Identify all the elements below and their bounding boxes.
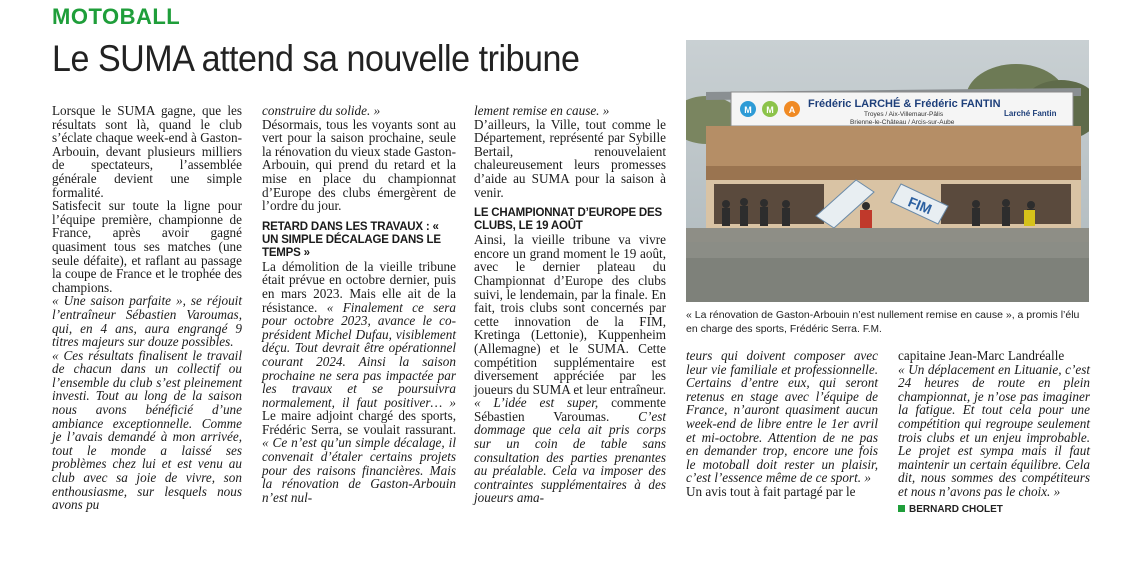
stadium-photo-illustration — [686, 40, 1089, 302]
quote-paragraph: « Ces résultats finalisent le travail de chacun dans un collectif ou l’ensemble du club s’est pleinement investi. Tout au long de la saison nous avons bénéficié d’une ambiance exceptionnelle. Comme je l’avais demandé à mon arrivée, tout le monde a laissé ses problèmes chez lui et est venu au club avec sa joie de vivre, son enthousiasme, sur lesquels nous avons pu — [52, 347, 242, 513]
article-column-4 — [686, 349, 878, 499]
photo-caption — [686, 308, 1089, 337]
banner-letter-a: A — [788, 105, 796, 115]
paragraph: Un avis tout à fait partagé par le — [686, 483, 856, 499]
banner-logo: Larché Fantin — [1004, 109, 1057, 118]
article-column-3 — [474, 104, 666, 505]
paragraph: Lorsque le SUMA gagne, que les résultats sont là, quand le club s’éclate chaque week-end à Gaston-Arbouin, devant plusieurs milliers de spectateurs, l’assemblée générale devient une simple formalité. — [52, 103, 242, 200]
article-column-2 — [262, 104, 456, 504]
banner-letter-m1: M — [744, 105, 752, 115]
banner-line-2: Troyes / Aix-Villemaur-Pâlis — [864, 111, 944, 118]
paragraph: Ainsi, la vieille tribune va vivre encore un grand moment le 19 août, avec le dernier plateau du Championnat d’Europe des clubs suivi, le lendemain, par la finale. En fait, trois clubs sont concernés par cette innovation de la FIM, Kretinga (Lettonie), Kuppenheim (Allemagne) et le SUMA. Cette compétition supplémentaire est diversement appréciée par les joueurs du SUMA et leur entraîneur. « L’idée est super, commente Sébastien Varoumas. C’est dommage que cela ait pris corps sur un coin de table sans consultation des parties prenantes au préalable. Cela va imposer des contraintes supplémentaires à des joueurs ama- — [474, 232, 666, 506]
article-headline: Le SUMA attend sa nouvelle tribune — [52, 38, 580, 79]
paragraph: « Une saison parfaite », se réjouit l’entraîneur Sébastien Varoumas, qui, en 4 ans, aura engrangé 9 titres majeurs sur douze possibles. — [52, 293, 242, 350]
paragraph: D’ailleurs, la Ville, tout comme le Département, représenté par Sybille Bertail, renouvelaient chaleureusement leurs promesses d’aide au SUMA pour la saison à venir. — [474, 116, 666, 200]
article-column-5 — [898, 349, 1090, 499]
subheading-works-delay: RETARD DANS LES TRAVAUX : « UN SIMPLE DÉCALAGE DANS LE TEMPS » — [262, 220, 441, 259]
paragraph: capitaine Jean-Marc Landréalle — [898, 348, 1065, 363]
stadium-photo — [686, 40, 1089, 302]
subheading-european-championship: LE CHAMPIONNAT D’EUROPE DES CLUBS, LE 19 AOÛT — [474, 207, 662, 233]
paragraph: La démolition de la vieille tribune était prévue en octobre dernier, puis en mars 2023. Mais elle ait de la résistance. « Finalement ce sera pour octobre 2023, avance le co-président Michel Dufau, visiblement déçu. Tout devrait être opérationnel courant 2024. Ainsi la saison prochaine ne sera pas impactée par les travaux et se poursuivra normalement, il faut positiver… » Le maire adjoint chargé des sports, Frédéric Serra, se voulait rassurant. « Ce n’est qu’un simple décalage, il convenait d’étaler certains projets pour des raisons financières. Mais la rénovation de Gaston-Arbouin n’est nul- — [262, 258, 456, 505]
paragraph: Désormais, tous les voyants sont au vert pour la saison prochaine, seule la rénovation du vieux stade Gaston-Arbouin, qui prend du retard et la mise en place du championnat d’Europe des clubs émergèrent de l’ordre du jour. — [262, 116, 456, 214]
author-signature — [898, 504, 1003, 515]
section-rubric: MOTOBALL — [52, 4, 181, 29]
caption-text: « La rénovation de Gaston-Arbouin n’est nullement remise en cause », a promis l’élu en charge des sports, Frédéric Serra. — [686, 309, 1080, 335]
article-column-1 — [52, 104, 242, 512]
fim-flag-text: FIM — [905, 193, 935, 218]
quote-continuation: teurs qui doivent composer avec leur vie familiale et professionnelle. Certains d’entre eux, qui seront retenus en stage avec l’équipe de France, n’auront quasiment aucun week-end de libre entre le 1er avril et mi-octobre. Attention de ne pas en demander trop, encore une fois le motoball doit rester un plaisir, c’est l’essence même de ce sport. » — [686, 348, 878, 486]
quote-continuation: construire du solide. » — [262, 103, 381, 118]
banner-title: Frédéric LARCHÉ & Frédéric FANTIN — [808, 98, 1001, 110]
quote-paragraph: « Un déplacement en Lituanie, c’est 24 heures de route en plein championnat, je n’ose pas imaginer la fatigue. Et tout cela pour une compétition qui regroupe seulement trois clubs et un enjeu improbable. Le projet est sympa mais il faut maintenir un certain équilibre. Cela dit, nous sommes des compétiteurs et nous n’avons pas le choix. » — [898, 361, 1090, 499]
quote-continuation: lement remise en cause. » — [474, 103, 610, 118]
photo-credit: F.M. — [862, 324, 882, 335]
paragraph: Satisfecit sur toute la ligne pour l’équipe première, championne de France, après avoir gagné quasiment tous ses matches (une seule défaite), et raflant au passage la coupe de France et le trophée des champions. — [52, 198, 242, 295]
banner-line-3: Brienne-le-Château / Arcis-sur-Aube — [850, 119, 955, 126]
signature-square-icon — [898, 505, 905, 512]
author-name: BERNARD CHOLET — [909, 504, 1003, 515]
banner-letter-m2: M — [766, 105, 774, 115]
